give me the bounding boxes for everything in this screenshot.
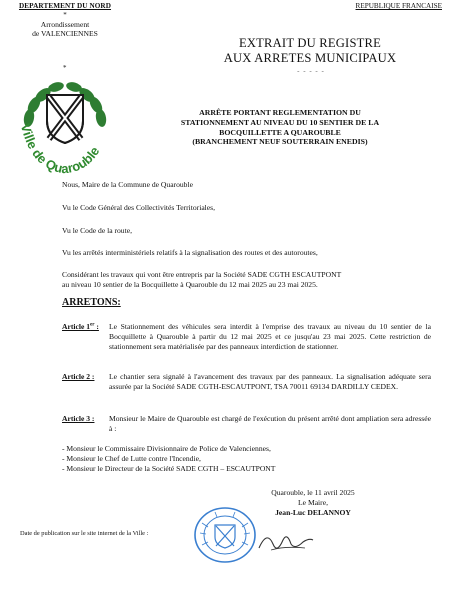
arrondissement-line1: Arrondissement <box>40 20 90 29</box>
official-stamp <box>190 505 260 565</box>
header-left-block <box>10 2 120 39</box>
arrete-title-line1: ARRÊTE PORTANT REGLEMENTATION DU <box>199 108 361 117</box>
distribution-item: - Monsieur le Directeur de la Société SADE CGTH – ESCAUTPONT <box>62 463 276 473</box>
arrete-title-line4: (BRANCHEMENT NEUF SOUTERRAIN ENEDIS) <box>192 137 368 147</box>
mayor-role: Le Maire, <box>298 497 328 507</box>
republic-label: REPUBLIQUE FRANCAISE <box>355 2 442 10</box>
arrete-title-line3: BOCQUILLETTE A QUAROUBLE <box>219 127 341 137</box>
town-logo <box>10 73 120 178</box>
separator-star-2: * <box>63 64 67 72</box>
preamble-code-route: Vu le Code de la route, <box>62 226 132 235</box>
signature-block <box>238 488 388 518</box>
distribution-item: - Monsieur le Chef de Lutte contre l'Incendie, <box>62 453 201 463</box>
article-2-label: Article 2 : <box>62 372 95 381</box>
stamp-icon <box>190 505 260 565</box>
article-3-label: Article 3 : <box>62 414 95 423</box>
article-1-label: Article 1er : <box>62 322 99 331</box>
department-name: DEPARTEMENT DU NORD <box>18 2 112 10</box>
arrete-title <box>130 108 430 147</box>
mayor-name: Jean-Luc DELANNOY <box>275 507 351 517</box>
arrondissement-line2: de VALENCIENNES <box>32 29 98 39</box>
article-3-text: Monsieur le Maire de Quarouble est chargé de l'exécution du présent arrêté dont ampliation sera adressée à : <box>109 414 431 433</box>
signature-icon <box>255 520 315 560</box>
considerant-line2: au niveau 10 sentier de la Bocquillette à Quarouble du 12 mai 2025 au 23 mai 2025. <box>62 279 318 289</box>
logo-text: Ville de Quarouble <box>17 122 103 177</box>
publication-note: Date de publication sur le site internet de la Ville : <box>20 530 149 537</box>
arretons-heading: ARRETONS: <box>62 297 121 308</box>
preamble-mayor: Nous, Maire de la Commune de Quarouble <box>62 180 193 189</box>
preamble-considerant <box>62 270 341 290</box>
town-logo-emblem <box>10 73 120 178</box>
title-line2: AUX ARRETES MUNICIPAUX <box>223 51 397 66</box>
title-line1: EXTRAIT DU REGISTRE <box>238 36 382 50</box>
preamble-arretes: Vu les arrêtés interministériels relatifs à la signalisation des routes et des autoroutes, <box>62 248 318 257</box>
handwritten-signature <box>255 520 315 560</box>
article-1-text: Le Stationnement des véhicules sera interdit à l'emprise des travaux au niveau du 10 sentier de la Bocquillette à Quarouble à partir du 12 mai 2025 et ce jusqu'au 23 mai 2025. Cette restriction de stationnement sera matérialisée par des panneaux interdiction de stationner. <box>109 322 431 351</box>
considerant-line1: Considérant les travaux qui vont être entrepris par la Société SADE CGTH ESCAUTPONT <box>62 270 342 279</box>
article-2-text: Le chantier sera signalé à l'avancement des travaux par des panneaux. La signalisation adéquate sera assurée par la Société SADE CGTH-ESCAUTPONT, TSA 70011 69134 DARDILLY CEDEX. <box>109 372 431 391</box>
shield-icon <box>47 95 83 143</box>
place-date: Quarouble, le 11 avril 2025 <box>271 488 355 497</box>
distribution-item: - Monsieur le Commissaire Divisionnaire de Police de Valenciennes, <box>62 444 271 453</box>
title-dashes: - - - - - <box>297 67 325 75</box>
arrete-title-line2: STATIONNEMENT AU NIVEAU DU 10 SENTIER DE LA <box>180 117 380 127</box>
separator-star: * <box>63 11 67 19</box>
distribution-list <box>62 444 275 474</box>
preamble-cgct: Vu le Code Général des Collectivités Territoriales, <box>62 203 216 212</box>
document-title <box>170 36 450 66</box>
